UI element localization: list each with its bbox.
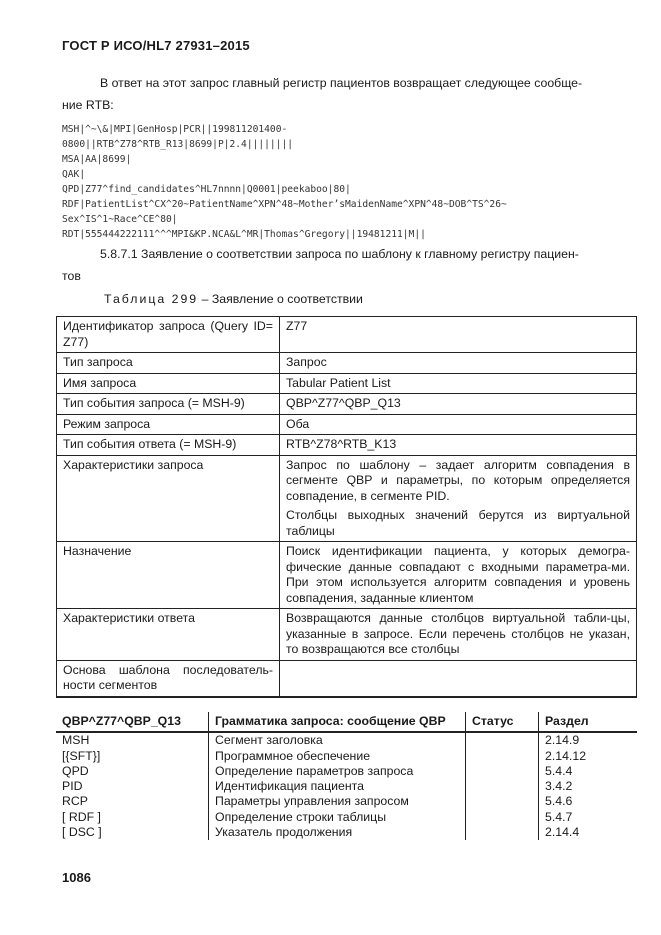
row-value	[280, 394, 637, 415]
grammar-header-segment: QBP^Z77^QBP_Q13	[56, 712, 209, 732]
grammar-cell-section: 5.4.4	[545, 763, 573, 778]
conformance-table	[56, 316, 637, 698]
intro-line-1: В ответ на этот запрос главный регистр пациентов возвращает следующее сообще-	[100, 76, 583, 90]
row-name: Характеристики ответа	[57, 609, 280, 661]
row-value	[280, 353, 637, 374]
message-line: MSH|^~\&|MPI|GenHosp|PCR||199811201400-	[62, 124, 288, 135]
grammar-cell-desc: Определение параметров запроса	[209, 764, 466, 779]
table-caption	[104, 292, 363, 306]
row-value	[280, 542, 637, 609]
table-row	[57, 373, 637, 394]
section-line-2: тов	[62, 269, 81, 283]
row-value	[280, 660, 637, 697]
document-header: ГОСТ Р ИСО/HL7 27931–2015	[62, 38, 250, 53]
grammar-cell-desc: Указатель продолжения	[209, 825, 466, 840]
grammar-row	[56, 779, 637, 794]
row-value	[280, 609, 637, 661]
intro-paragraph	[62, 72, 630, 116]
row-name: Тип события запроса (= MSH-9)	[57, 394, 280, 415]
message-line: QPD|Z77^find_candidates^HL7nnnn|Q0001|peekaboo|80|	[62, 184, 351, 195]
message-line: RDF|PatientList^CX^20~PatientName^XPN^48~Mother’sMaidenName^XPN^48~DOB^TS^26~	[62, 199, 507, 210]
grammar-header-description: Грамматика запроса: сообщение QBP	[209, 712, 466, 732]
section-line-1: 5.8.7.1 Заявление о соответствии запроса по шаблону к главному регистру пациен-	[100, 247, 579, 261]
grammar-cell-seg: RCP	[56, 794, 209, 809]
table-caption-text: Заявление о соответствии	[211, 292, 363, 306]
grammar-row	[56, 764, 637, 779]
row-name: Тип события ответа (= MSH-9)	[57, 435, 280, 456]
row-name: Назначение	[57, 542, 280, 609]
table-row	[57, 353, 637, 374]
grammar-cell-section: 2.14.12	[545, 748, 587, 763]
grammar-cell-status	[466, 779, 539, 794]
row-name: Характеристики запроса	[57, 455, 280, 542]
row-value-paragraph: QBP^Z77^QBP_Q13	[286, 396, 401, 410]
grammar-cell-seg: MSH	[56, 732, 209, 748]
grammar-row	[56, 794, 637, 809]
row-name: Режим запроса	[57, 414, 280, 435]
grammar-header-section: Раздел	[539, 712, 638, 732]
grammar-cell-section: 2.14.9	[545, 733, 580, 748]
table-caption-label: Таблица 299	[104, 292, 199, 306]
table-caption-dash: –	[201, 292, 209, 306]
grammar-cell-status	[466, 732, 539, 748]
grammar-row	[56, 749, 637, 764]
table-row	[57, 414, 637, 435]
row-value	[280, 435, 637, 456]
row-value-paragraph: RTB^Z78^RTB_K13	[286, 437, 397, 451]
intro-line-2: ние RTB:	[62, 98, 114, 112]
page-number: 1086	[62, 870, 91, 885]
row-value	[280, 317, 637, 353]
grammar-row	[56, 810, 637, 825]
message-line: 0800||RTB^Z78^RTB_R13|8699|P|2.4||||||||	[62, 139, 294, 150]
table-row	[57, 435, 637, 456]
row-value-paragraph: Возвращаются данные столбцов виртуальной табли-цы, указанные в запросе. Если перечень столбцов не указан, то возвращаются все столбцы	[286, 611, 630, 656]
row-value-paragraph: Tabular Patient List	[286, 375, 391, 390]
row-value	[280, 373, 637, 394]
grammar-cell-seg: PID	[56, 779, 209, 794]
grammar-cell-seg: [{SFT}]	[56, 749, 209, 764]
grammar-table	[56, 712, 637, 840]
row-value-paragraph	[286, 663, 630, 679]
row-value-paragraph: Запрос	[286, 355, 327, 369]
row-name: Идентификатор запроса (Query ID= Z77)	[57, 317, 280, 353]
row-value-paragraph: Запрос по шаблону – задает алгоритм совпадения в сегменте QBP и параметры, по которым определяется совпадение, в сегменте PID.	[286, 457, 630, 503]
grammar-cell-seg: QPD	[56, 764, 209, 779]
row-value-paragraph: Z77	[286, 319, 308, 333]
message-line: MSA|AA|8699|	[62, 154, 132, 165]
row-name: Имя запроса	[57, 373, 280, 394]
message-line: Sex^IS^1~Race^CE^80|	[62, 214, 178, 225]
table-row	[57, 317, 637, 353]
grammar-cell-desc: Сегмент заголовка	[209, 732, 466, 748]
table-row	[57, 609, 637, 661]
section-paragraph	[62, 243, 630, 287]
table-row	[57, 542, 637, 609]
grammar-cell-desc: Идентификация пациента	[209, 779, 466, 794]
grammar-cell-status	[466, 794, 539, 809]
grammar-cell-status	[466, 810, 539, 825]
grammar-cell-desc: Определение строки таблицы	[209, 810, 466, 825]
grammar-cell-status	[466, 749, 539, 764]
grammar-cell-seg: [ DSC ]	[56, 825, 209, 840]
message-line: QAK|	[62, 169, 86, 180]
table-row	[57, 394, 637, 415]
grammar-cell-status	[466, 764, 539, 779]
table-row	[57, 660, 637, 697]
grammar-row	[56, 825, 637, 840]
message-line: RDT|555444222111^^^MPI&KP.NCA&L^MR|Thomas^Gregory||19481211|M||	[62, 229, 426, 240]
grammar-cell-section: 5.4.6	[545, 794, 573, 809]
grammar-cell-seg: [ RDF ]	[56, 810, 209, 825]
table-row	[57, 455, 637, 542]
grammar-row	[56, 732, 637, 748]
grammar-cell-section: 5.4.7	[545, 809, 573, 824]
grammar-cell-section: 2.14.4	[545, 825, 580, 840]
row-name: Основа шаблона последователь-ности сегментов	[57, 660, 280, 697]
row-value-paragraph: Столбцы выходных значений берутся из виртуальной таблицы	[286, 508, 630, 538]
message-example	[62, 122, 637, 242]
row-value	[280, 414, 637, 435]
row-value-paragraph: Поиск идентификации пациента, у которых демогра-фические данные совпадают с входными параметра-ми. При этом используется алгоритм совпадения и уровень совпадения, заданные клиентом	[286, 544, 630, 605]
row-name: Тип запроса	[57, 353, 280, 374]
row-value	[280, 455, 637, 542]
grammar-header-status: Статус	[466, 712, 539, 732]
row-value-paragraph: Оба	[286, 416, 310, 431]
grammar-cell-desc: Программное обеспечение	[209, 749, 466, 764]
grammar-cell-section: 3.4.2	[545, 779, 573, 794]
grammar-cell-status	[466, 825, 539, 840]
grammar-cell-desc: Параметры управления запросом	[209, 794, 466, 809]
